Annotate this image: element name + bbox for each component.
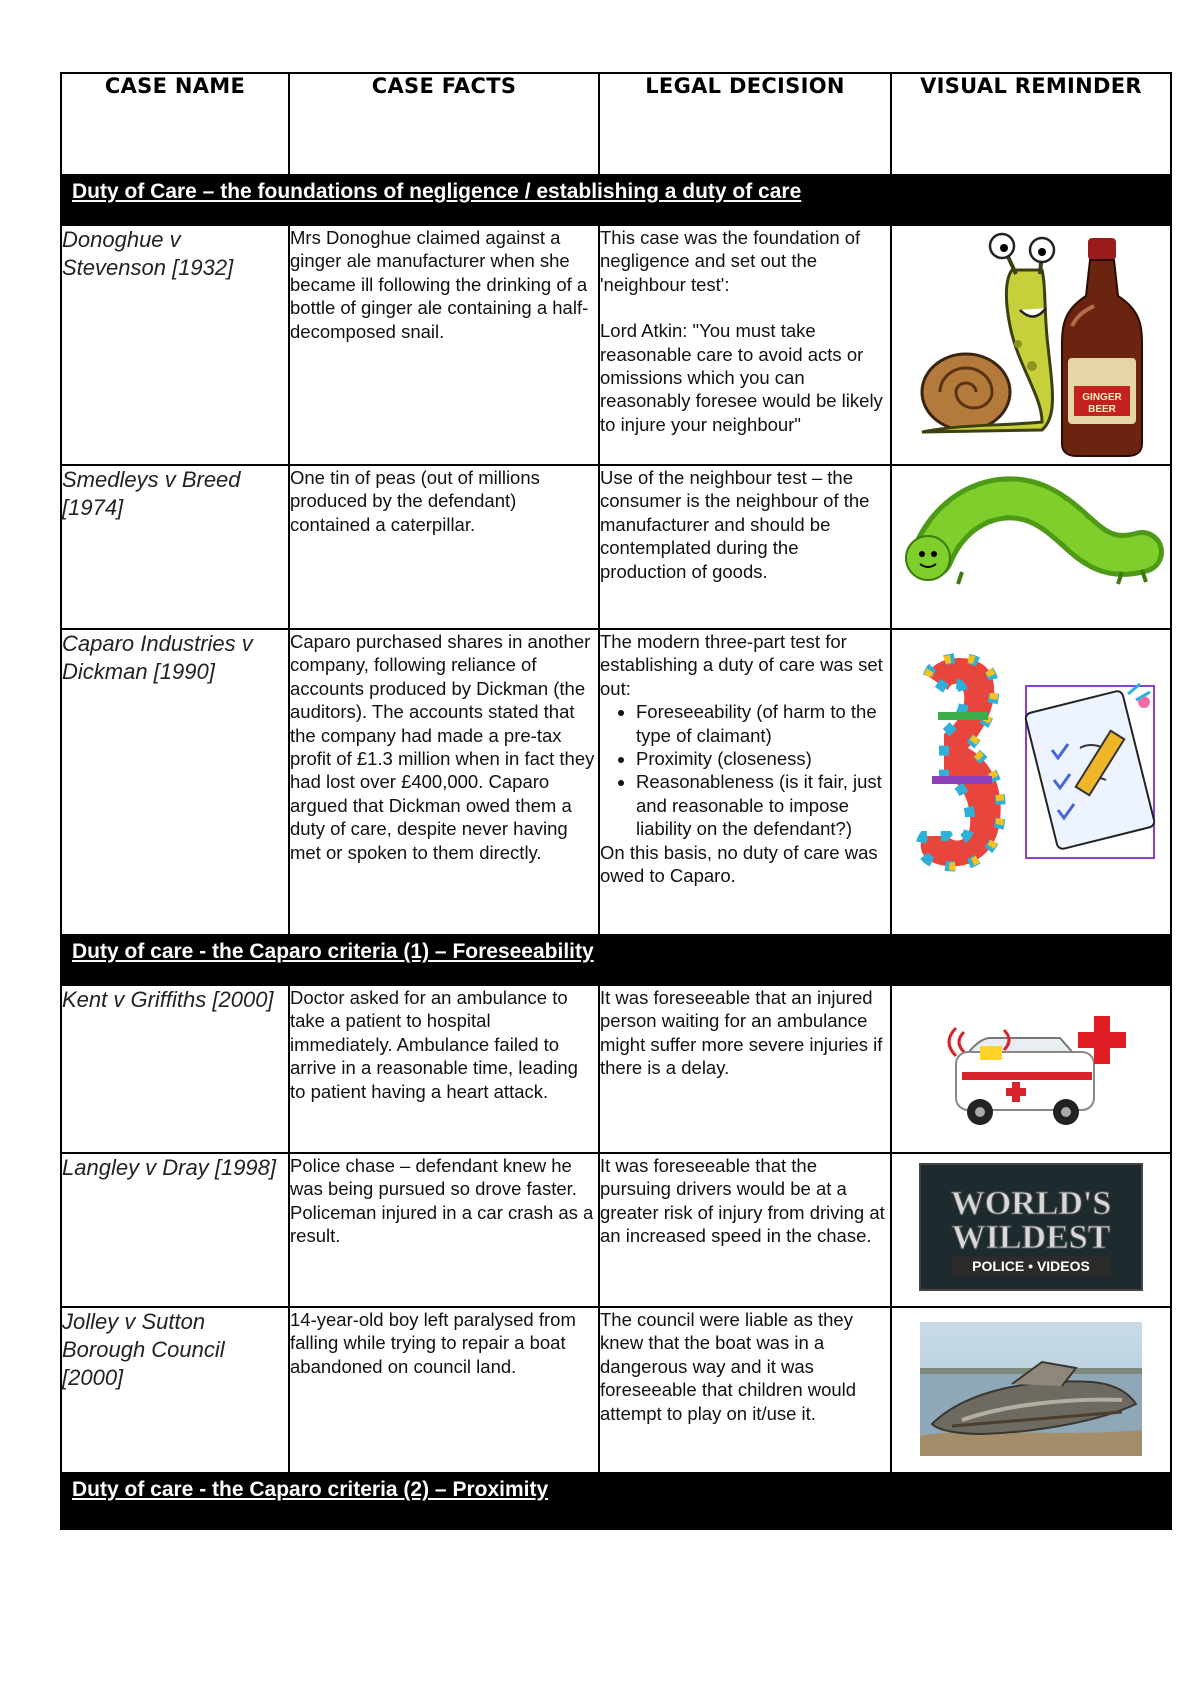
case-name: Jolley v Sutton Borough Council [2000]	[61, 1307, 289, 1473]
case-name: Caparo Industries v Dickman [1990]	[61, 629, 289, 935]
header-case-name: CASE NAME	[61, 73, 289, 175]
snail-and-ginger-beer-image	[892, 226, 1168, 462]
section-heading-proximity: Duty of care - the Caparo criteria (2) – Proximity	[61, 1473, 1171, 1529]
table-row	[61, 985, 1171, 1153]
case-facts: 14-year-old boy left paralysed from falling while trying to repair a boat abandoned on council land.	[289, 1307, 599, 1473]
case-facts: Mrs Donoghue claimed against a ginger ale manufacturer when she became ill following the drinking of a bottle of ginger ale containing a half-decomposed snail.	[289, 225, 599, 465]
list-item: • Reasonableness (is it fair, just and reasonable to impose liability on the defendant?)	[636, 770, 890, 840]
decision-intro: The modern three-part test for establishing a duty of care was set out:	[600, 631, 883, 699]
case-table	[60, 72, 1172, 1530]
visual-reminder	[891, 1153, 1171, 1307]
list-item: • Proximity (closeness)	[636, 747, 890, 770]
visual-reminder	[891, 985, 1171, 1153]
visual-reminder	[891, 225, 1171, 465]
legal-decision: The council were liable as they knew that the boat was in a dangerous way and it was foreseeable that children would attempt to play on it/use it.	[599, 1307, 891, 1473]
section-heading-duty-of-care: Duty of Care – the foundations of negligence / establishing a duty of care	[61, 175, 1171, 225]
decision-paragraph: This case was the foundation of negligence and set out the 'neighbour test':	[600, 227, 861, 295]
visual-reminder	[891, 629, 1171, 935]
case-table-page	[60, 72, 1170, 1530]
header-case-facts: CASE FACTS	[289, 73, 599, 175]
worlds-wildest-police-videos-logo	[892, 1154, 1168, 1304]
table-row	[61, 1153, 1171, 1307]
legal-decision: It was foreseeable that the pursuing drivers would be at a greater risk of injury from driving at an increased speed in the chase.	[599, 1153, 891, 1307]
caparo-criteria-list	[600, 700, 890, 840]
legal-decision: It was foreseeable that an injured person waiting for an ambulance might suffer more severe injuries if there is a delay.	[599, 985, 891, 1153]
list-item: • Foreseeability (of harm to the type of claimant)	[636, 700, 890, 747]
legal-decision: Use of the neighbour test – the consumer is the neighbour of the manufacturer and should be contemplated during the production of goods.	[599, 465, 891, 629]
bottle-label-text: BEER	[1088, 404, 1116, 415]
table-row	[61, 629, 1171, 935]
number-three-icon	[921, 658, 1001, 866]
logo-text: POLICE • VIDEOS	[972, 1258, 1090, 1274]
checklist-icon	[1025, 684, 1156, 858]
section-heading-foreseeability: Duty of care - the Caparo criteria (1) – Foreseeability	[61, 935, 1171, 985]
abandoned-boat-photo	[892, 1308, 1168, 1470]
section-row	[61, 1473, 1171, 1529]
caterpillar-icon	[892, 466, 1168, 626]
header-legal-decision: LEGAL DECISION	[599, 73, 891, 175]
section-row	[61, 935, 1171, 985]
number-three-and-checklist-image	[892, 630, 1168, 930]
section-row	[61, 175, 1171, 225]
ginger-beer-bottle-icon	[1062, 238, 1142, 456]
case-facts: Caparo purchased shares in another company, following reliance of accounts produced by Dickman (the auditors). The accounts stated that the company had made a pre-tax profit of £1.3 million when in fact they had lost over £400,000. Caparo argued that Dickman owed them a duty of care, despite never having met or spoken to them directly.	[289, 629, 599, 935]
ambulance-icon	[892, 986, 1168, 1150]
visual-reminder	[891, 1307, 1171, 1473]
legal-decision	[599, 225, 891, 465]
case-facts: Police chase – defendant knew he was being pursued so drove faster. Policeman injured in a car crash as a result.	[289, 1153, 599, 1307]
table-row	[61, 465, 1171, 629]
decision-outro: On this basis, no duty of care was owed to Caparo.	[600, 841, 878, 887]
bottle-label-text: GINGER	[1082, 392, 1122, 403]
header-row	[61, 73, 1171, 175]
logo-text: WILDEST	[951, 1219, 1111, 1256]
case-name: Smedleys v Breed [1974]	[61, 465, 289, 629]
visual-reminder	[891, 465, 1171, 629]
case-name: Langley v Dray [1998]	[61, 1153, 289, 1307]
case-name: Donoghue v Stevenson [1932]	[61, 225, 289, 465]
decision-quote: Lord Atkin: "You must take reasonable care to avoid acts or omissions which you can reasonably foresee would be likely to injure your neighbour"	[600, 320, 883, 435]
table-row	[61, 1307, 1171, 1473]
legal-decision	[599, 629, 891, 935]
snail-shell-icon	[922, 354, 1010, 430]
case-facts: One tin of peas (out of millions produced by the defendant) contained a caterpillar.	[289, 465, 599, 629]
case-name: Kent v Griffiths [2000]	[61, 985, 289, 1153]
table-row	[61, 225, 1171, 465]
header-visual-reminder: VISUAL REMINDER	[891, 73, 1171, 175]
case-facts: Doctor asked for an ambulance to take a patient to hospital immediately. Ambulance failed to arrive in a reasonable time, leading to patient having a heart attack.	[289, 985, 599, 1153]
logo-text: WORLD'S	[950, 1185, 1112, 1222]
